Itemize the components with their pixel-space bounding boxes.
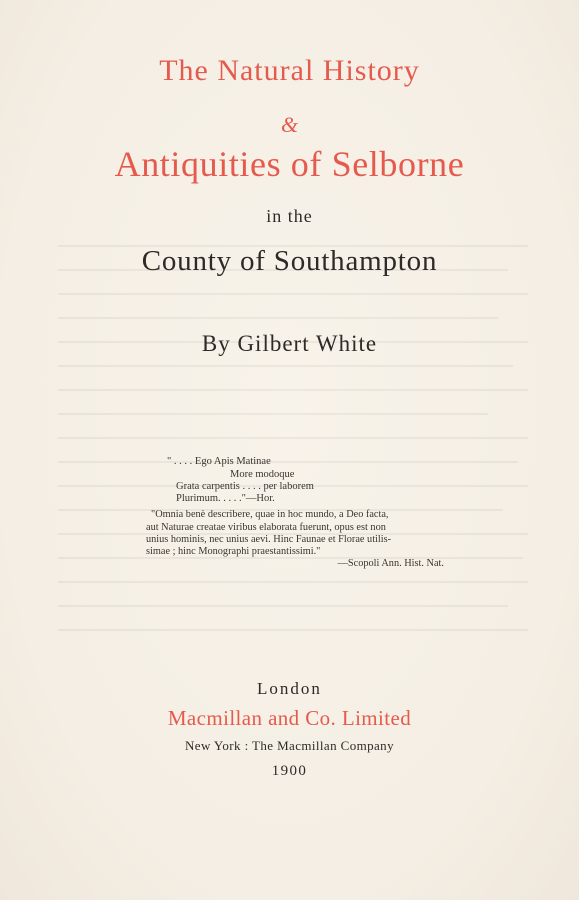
latin-quote-line-2: aut Naturae creatae viribus elaborata fuerunt, opus est non <box>146 522 386 533</box>
latin-quote-line-3: unius hominis, nec unius aevi. Hinc Faunae et Florae utilis- <box>146 534 392 545</box>
latin-quote-line-4: simae ; hinc Monographi praestantissimi." <box>146 546 321 557</box>
title-connector: in the <box>266 206 313 226</box>
epigraph-line-1: " . . . . Ego Apis Matinae <box>167 456 271 467</box>
ampersand-ornament: & <box>280 112 299 137</box>
imprint-year: 1900 <box>271 763 308 779</box>
latin-quote-attribution: —Scopoli Ann. Hist. Nat. <box>337 558 444 569</box>
author-line: By Gilbert White <box>201 331 378 356</box>
imprint-secondary: New York : The Macmillan Company <box>185 738 394 753</box>
imprint-city: London <box>257 679 322 698</box>
imprint-publisher: Macmillan and Co. Limited <box>167 706 412 730</box>
epigraph-line-4: Plurimum. . . . ."—Hor. <box>176 493 275 504</box>
title-line-2: Antiquities of Selborne <box>114 144 465 184</box>
latin-quote-line-1: "Omnia benè describere, quae in hoc mundo, a Deo facta, <box>151 509 389 520</box>
epigraph-line-2: More modoque <box>230 469 295 480</box>
show-through-texture <box>58 235 528 655</box>
county-line: County of Southampton <box>141 245 438 277</box>
title-line-1: The Natural History <box>159 54 420 87</box>
epigraph-line-3: Grata carpentis . . . . per laborem <box>176 481 314 492</box>
